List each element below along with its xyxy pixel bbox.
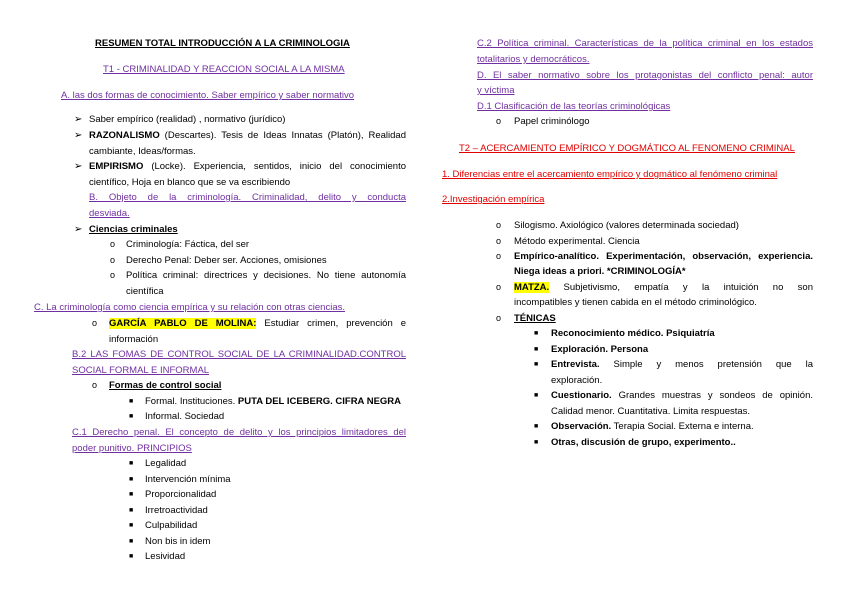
square-bullet-icon: ■ [129, 522, 134, 529]
list-item-text: Estudiar crimen, prevención e [256, 318, 406, 329]
term-razonalismo: RAZONALISMO [89, 130, 160, 141]
circle-bullet-icon: o [496, 116, 502, 126]
highlighted-author: GARCÍA PABLO DE MOLINA: [109, 318, 257, 329]
term-empirismo: EMPIRISMO [89, 161, 144, 172]
list-item: Lesividad [145, 551, 186, 562]
square-bullet-icon: ■ [534, 330, 539, 337]
list-item: Irretroactividad [145, 505, 208, 516]
square-bullet-icon: ■ [129, 491, 134, 498]
list-item-text: Formal. Instituciones. [145, 396, 238, 407]
t1-title: T1 - CRIMINALIDAD Y REACCION SOCIAL A LA MISMA [103, 64, 345, 75]
circle-bullet-icon: o [92, 318, 98, 328]
list-item [145, 395, 401, 408]
highlighted-author: MATZA. [514, 282, 550, 293]
circle-bullet-icon: o [496, 236, 502, 246]
list-item-text: (Locke). Experiencia, sentidos, inicio del conocimiento [143, 161, 406, 172]
list-item [551, 420, 754, 433]
list-item-cont: exploración. [551, 375, 603, 386]
list-item [514, 281, 813, 294]
list-item-bold: PUTA DEL ICEBERG. CIFRA NEGRA [237, 396, 402, 407]
square-bullet-icon: ■ [129, 398, 134, 405]
list-item-cont: científico, Hoja en blanco que se va escribiendo [89, 177, 291, 188]
square-bullet-icon: ■ [129, 553, 134, 560]
list-item: Silogismo. Axiológico (valores determinada sociedad) [514, 220, 739, 231]
list-item: Método experimental. Ciencia [514, 236, 640, 247]
section-b2-heading: B.2 LAS FOMAS DE CONTROL SOCIAL DE LA CRIMINALIDAD.CONTROL [72, 349, 406, 360]
square-bullet-icon: ■ [534, 361, 539, 368]
list-item [551, 389, 813, 402]
list-item: Exploración. Persona [551, 344, 649, 355]
list-item: Non bis in idem [145, 536, 211, 547]
list-item-cont: cambiante, Ideas/formas. [89, 146, 196, 157]
list-item-cont: incompatibles y tienen cabida en el método criminológico. [514, 297, 757, 308]
circle-bullet-icon: o [496, 282, 502, 292]
list-item: Culpabilidad [145, 520, 198, 531]
circle-bullet-icon: o [110, 239, 116, 249]
list-item [551, 358, 813, 371]
list-item: Derecho Penal: Deber ser. Acciones, omisiones [126, 255, 327, 266]
document-title: RESUMEN TOTAL INTRODUCCIÓN A LA CRIMINOLOGIA [95, 38, 350, 49]
list-item-text: Grandes muestras y sondeos de opinión. [611, 390, 813, 401]
list-item-bold: Observación. [551, 421, 612, 432]
list-item: Informal. Sociedad [145, 411, 225, 422]
list-item: Criminología: Fáctica, del ser [126, 239, 250, 250]
formas-control-heading: Formas de control social [109, 380, 222, 391]
list-item-text: Simple y menos pretensión que la [599, 359, 813, 370]
section-2-heading: 2.Investigación empírica [442, 194, 545, 205]
square-bullet-icon: ■ [129, 413, 134, 420]
section-b2-heading-cont: SOCIAL FORMAL E INFORMAL [72, 365, 210, 376]
tecnicas-heading: TÉNICAS [514, 313, 556, 324]
square-bullet-icon: ■ [534, 423, 539, 430]
square-bullet-icon: ■ [534, 346, 539, 353]
arrow-bullet-icon: ➢ [74, 161, 83, 172]
list-item [89, 160, 406, 173]
arrow-bullet-icon: ➢ [74, 130, 83, 141]
square-bullet-icon: ■ [534, 439, 539, 446]
list-item: Legalidad [145, 458, 187, 469]
list-item: Otras, discusión de grupo, experimento.. [551, 437, 736, 448]
list-item: Política criminal: directrices y decisiones. No tiene autonomía [126, 270, 406, 281]
circle-bullet-icon: o [110, 270, 116, 280]
section-d-heading-cont: y víctima [477, 85, 515, 96]
list-item-bold: Entrevista. [551, 359, 600, 370]
list-item-bold: Cuestionario. [551, 390, 612, 401]
ciencias-criminales-heading: Ciencias criminales [89, 224, 178, 235]
circle-bullet-icon: o [92, 380, 98, 390]
section-c2-heading: C.2 Política criminal. Características de la política criminal en los estados [477, 38, 813, 49]
circle-bullet-icon: o [110, 255, 116, 265]
list-item-cont: información [109, 334, 159, 345]
section-d1-heading: D.1 Clasificación de las teorías criminológicas [477, 101, 671, 112]
list-item-cont: Calidad menor. Cuantitativa. Limita respuestas. [551, 406, 751, 417]
square-bullet-icon: ■ [129, 538, 134, 545]
section-c1-heading-cont: poder punitivo. PRINCIPIOS [72, 443, 192, 454]
list-item: Intervención mínima [145, 474, 231, 485]
circle-bullet-icon: o [496, 313, 502, 323]
section-d-heading: D. El saber normativo sobre los protagonistas del conflicto penal: autor [477, 70, 813, 81]
section-b-heading-cont: desviada. [89, 208, 130, 219]
section-b-heading: B. Objeto de la criminología. Criminalidad, delito y conducta [89, 192, 406, 203]
list-item: Empírico-analítico. Experimentación, observación, experiencia. [514, 251, 813, 262]
list-item: Reconocimiento médico. Psiquiatría [551, 328, 715, 339]
arrow-bullet-icon: ➢ [74, 114, 83, 125]
list-item-text: (Descartes). Tesis de Ideas Innatas (Platón), Realidad [159, 130, 406, 141]
section-a-heading: A. las dos formas de conocimiento. Saber empírico y saber normativo [61, 90, 355, 101]
section-c-heading: C. La criminología como ciencia empírica y su relación con otras ciencias. [34, 302, 345, 313]
circle-bullet-icon: o [496, 251, 502, 261]
list-item: Saber empírico (realidad) , normativo (jurídico) [89, 114, 286, 125]
list-item: Proporcionalidad [145, 489, 217, 500]
section-c1-heading: C.1 Derecho penal. El concepto de delito y los principios limitadores del [72, 427, 406, 438]
list-item: Papel criminólogo [514, 116, 590, 127]
list-item-text: Terapia Social. Externa e interna. [611, 421, 754, 432]
list-item-text: Subjetivismo, empatía y la intuición no son [549, 282, 813, 293]
square-bullet-icon: ■ [129, 476, 134, 483]
list-item [89, 129, 406, 142]
list-item-cont: Niega ideas a priori. *CRIMINOLOGÍA* [514, 266, 686, 277]
t2-title: T2 – ACERCAMIENTO EMPÍRICO Y DOGMÁTICO AL FENOMENO CRIMINAL [459, 143, 795, 154]
section-1-heading: 1. Diferencias entre el acercamiento empírico y dogmático al fenómeno criminal [442, 169, 778, 180]
list-item-cont: científica [126, 286, 164, 297]
square-bullet-icon: ■ [129, 507, 134, 514]
square-bullet-icon: ■ [534, 392, 539, 399]
square-bullet-icon: ■ [129, 460, 134, 467]
section-c2-heading-cont: totalitarios y democráticos. [477, 54, 590, 65]
circle-bullet-icon: o [496, 220, 502, 230]
list-item [109, 317, 406, 330]
arrow-bullet-icon: ➢ [74, 224, 83, 235]
